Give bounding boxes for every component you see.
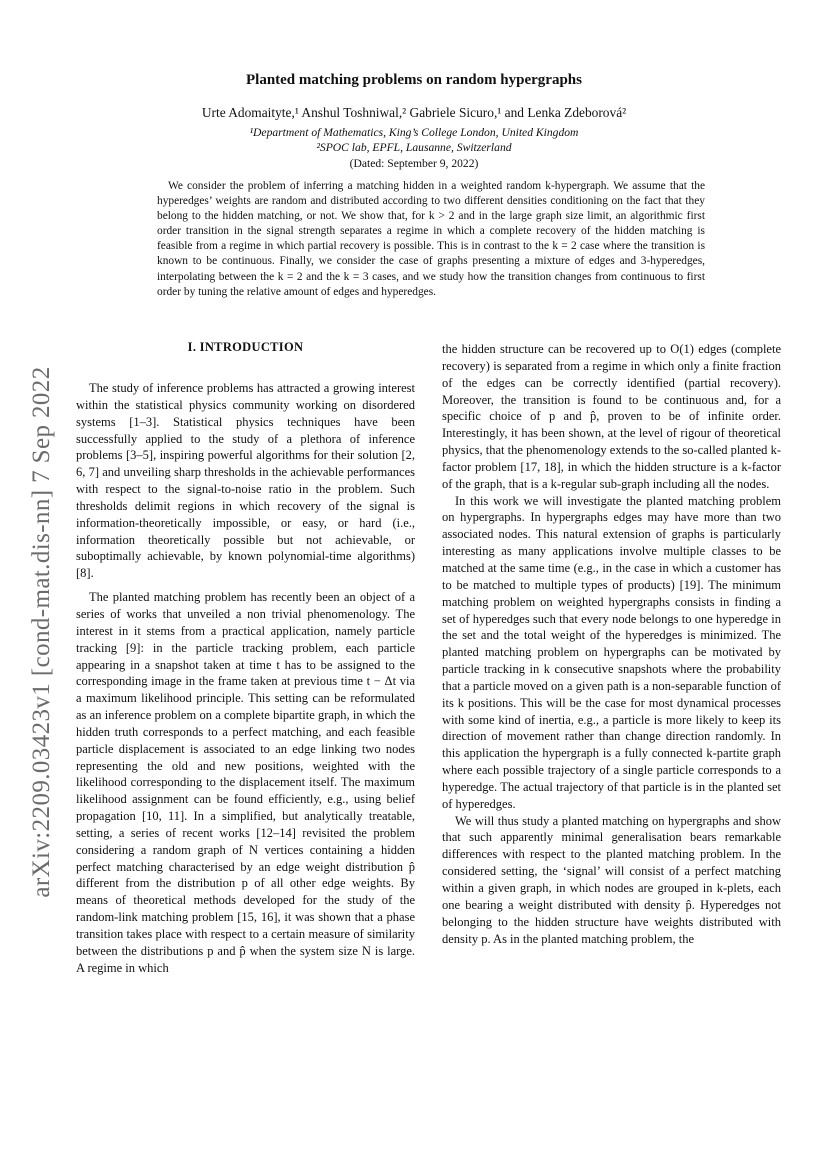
right-column [442, 341, 781, 947]
arxiv-identifier-text: arXiv:2209.03423v1 [cond-mat.dis-nn] 7 Sep 2022 [28, 366, 55, 898]
abstract: We consider the problem of inferring a matching hidden in a weighted random k-hypergraph. We assume that the hyperedges’ weights are random and distributed according to two different densities conditioning on the fact that they belong to the hidden matching, or not. We show that, for k > 2 and in the large graph size limit, an algorithmic first order transition in the signal strength separates a regime in which a complete recovery of the hidden matching is feasible from a regime in which partial recovery is possible. This is in contrast to the k = 2 case where the transition is known to be continuous. Finally, we consider the case of graphs presenting a mixture of edges and 3-hyperedges, interpolating between the k = 2 and the k = 3 cases, and we study how the transition changes from continuous to first order by tuning the relative amount of edges and hyperedges. [157, 180, 705, 298]
left-column [76, 380, 415, 977]
intro-paragraph-4: In this work we will investigate the planted matching problem on hypergraphs. In hypergraphs edges may have more than two associated nodes. This natural extension of graphs is particularly interesting as many applications involve multiple classes to be matched at the same time (e.g., in the case in which a customer has to be matched to multiple types of products) [19]. The minimum matching problem on weighted hypergraphs consists in finding a set of hyperedges such that every node belongs to one hyperedge in the set and the total weight of the hyperedges is minimized. The planted matching problem on hypergraphs can be motivated by particle tracking in k consecutive snapshots where the probability that a particle moved on a given path is a non-separable function of its k positions. This will be the case for most dynamical processes with some kind of inertia, e.g., a particle is more likely to keep its direction of movement rather than change direction randomly. In this application the hypergraph is a fully connected k-partite graph where each possible trajectory of a single particle corresponds to a hyperedge. The actual trajectory of that particle is in the planted set of hyperedges. [442, 493, 781, 811]
arxiv-identifier [22, 322, 62, 942]
intro-paragraph-1: The study of inference problems has attracted a growing interest within the statistical physics community working on disordered systems [1–3]. Statistical physics techniques have been successfully applied to the study of a plethora of inference problems [3–5], inspiring powerful algorithms for their solution [2, 6, 7] and unveiling sharp thresholds in the achievable performances with respect to the signal-to-noise ratio in the problem. Such thresholds delimit regions in which recovery of the signal is information-theoretically impossible, or easy, or hard (i.e., information theoretically possible but not achievable, or suboptimally achievable, by known polynomial-time algorithms) [8]. [76, 381, 415, 581]
affiliation-1: ¹Department of Mathematics, King’s College London, United Kingdom [249, 126, 579, 139]
author-list: Urte Adomaityte,¹ Anshul Toshniwal,² Gabriele Sicuro,¹ and Lenka Zdeborová² [201, 105, 627, 120]
intro-paragraph-2: The planted matching problem has recently been an object of a series of works that unveiled a non trivial phenomenology. The interest in it stems from a practical application, namely particle tracking [9]: in the particle tracking problem, each particle appearing in a snapshot taken at time t has to be assigned to the corresponding image in the frame taken at previous time t − Δt via a maximum likelihood principle. This setting can be reformulated as an inference problem on a complete bipartite graph, in which the hidden truth corresponds to a perfect matching, and each feasible particle displacement is associated to an edge linking two nodes representing the old and new positions, weighted with the likelihood corresponding to the displacement itself. The maximum likelihood assignment can be found efficiently, e.g., using belief propagation [10, 11]. In a simplified, but analytically treatable, setting, a series of recent works [12–14] revisited the problem considering a random graph of N vertices containing a hidden perfect matching characterised by an edge weight distribution p̂ different from the distribution p of all other edge weights. By means of theoretical methods developed for the study of the random-link matching problem [15, 16], it was shown that a phase transition takes place with respect to a certain measure of similarity between the distributions p and p̂ when the system size N is large. A regime in which [76, 590, 415, 975]
intro-paragraph-3: the hidden structure can be recovered up to O(1) edges (complete recovery) is separated from a regime in which only a finite fraction of the edges can be correctly identified (partial recovery). Moreover, the transition is found to be continuous and, for a specific choice of p and p̂, proven to be of infinite order. Interestingly, it has been shown, at the level of rigour of theoretical physics, that the phenomenology extends to the so-called planted k-factor problem [17, 18], in which the hidden structure is a k-factor of the graph, that is a k-regular sub-graph including all the nodes. [442, 342, 781, 491]
intro-paragraph-5: We will thus study a planted matching on hypergraphs and show that such apparently minimal generalisation bears remarkable differences with respect to the planted matching problem. In the considered setting, the ‘signal’ will consist of a perfect matching within a given graph, in which nodes are grouped in k-plets, each one bearing a weight distributed with density p̂. Hyperedges not belonging to the hidden structure have weights distributed with density p. As in the planted matching problem, the [442, 813, 781, 946]
affiliation-2: ²SPOC lab, EPFL, Lausanne, Switzerland [316, 141, 512, 154]
paper-title: Planted matching problems on random hypergraphs [245, 72, 582, 88]
section-heading-introduction: I. INTRODUCTION [187, 340, 304, 354]
date-line: (Dated: September 9, 2022) [349, 157, 479, 170]
